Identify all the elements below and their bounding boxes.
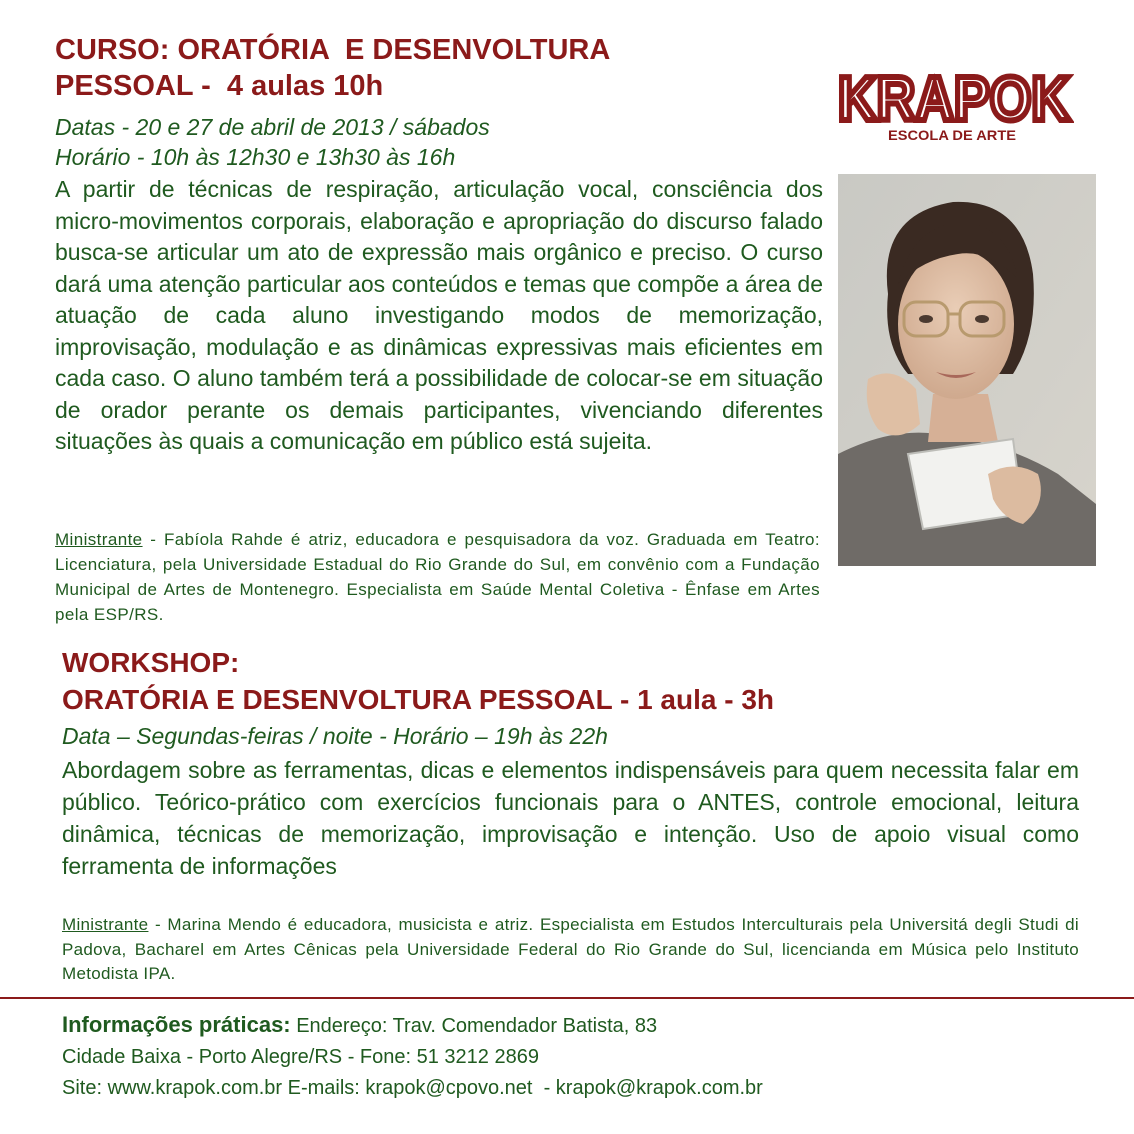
workshop-title-line1: WORKSHOP: <box>62 647 240 678</box>
info-label: Informações práticas: <box>62 1012 291 1037</box>
info-line-1 <box>62 1009 1112 1042</box>
instructor-photo <box>838 174 1096 566</box>
workshop-title-line2: ORATÓRIA E DESENVOLTURA PESSOAL - 1 aula - 3h <box>62 684 775 715</box>
course-title-line2: PESSOAL - 4 aulas 10h <box>55 70 384 102</box>
info-line-3: Site: www.krapok.com.br E-mails: krapok@cpovo.net - krapok@krapok.com.br <box>62 1077 763 1099</box>
logo-tagline: ESCOLA DE ARTE <box>888 127 1016 142</box>
practical-info <box>62 1009 1112 1104</box>
logo-wordmark: KRAPOK <box>838 66 1071 134</box>
course-instructor-label: Ministrante <box>55 530 143 549</box>
krapok-logo <box>838 66 1074 142</box>
workshop-schedule: Data – Segundas-feiras / noite - Horário – 19h às 22h <box>62 723 608 749</box>
course-title <box>55 32 815 104</box>
course-instructor-text: - Fabíola Rahde é atriz, educadora e pesquisadora da voz. Graduada em Teatro: Licenciatura, pela Universidade Estadual do Rio Grande do Sul, em convênio com a Fundação Municipal de Artes de Montenegro. Especialista em Saúde Mental Coletiva - Ênfase em Artes pela ESP/RS. <box>55 530 820 624</box>
course-schedule: Horário - 10h às 12h30 e 13h30 às 16h <box>55 144 456 170</box>
workshop-description: Abordagem sobre as ferramentas, dicas e elementos indispensáveis para quem necessita falar em público. Teórico-prático com exercícios funcionais para o ANTES, controle emocional, leitura dinâmica, técnicas de memorização, improvisação e intenção. Uso de apoio visual como ferramenta de informações <box>62 757 1079 879</box>
course-instructor <box>55 527 820 627</box>
info-address: Endereço: Trav. Comendador Batista, 83 <box>290 1015 658 1037</box>
workshop-instructor <box>62 913 1079 987</box>
course-description: A partir de técnicas de respiração, articulação vocal, consciência dos micro-movimentos corporais, elaboração e apropriação do discurso falado busca-se articular um ato de expressão mais orgânico e preciso. O curso dará uma atenção particular aos conteúdos e temas que compõe a área de atuação de cada aluno investigando modos de memorização, improvisação, modulação e as dinâmicas expressivas mais eficientes em cada caso. O aluno também terá a possibilidade de colocar-se em situação de orador perante os demais participantes, vivenciando diferentes situações às quais a comunicação em público está sujeita. <box>55 176 823 454</box>
workshop-instructor-label: Ministrante <box>62 915 149 934</box>
course-title-line1: CURSO: ORATÓRIA E DESENVOLTURA <box>55 34 611 66</box>
course-meta <box>55 112 815 172</box>
course-dates: Datas - 20 e 27 de abril de 2013 / sábados <box>55 114 490 140</box>
workshop-title <box>62 644 1082 718</box>
workshop-instructor-text: - Marina Mendo é educadora, musicista e atriz. Especialista em Estudos Interculturais pela Universitá degli Studi di Padova, Bacharel em Artes Cênicas pela Universidade Federal do Rio Grande do Sul, licencianda em Música pelo Instituto Metodista IPA. <box>62 915 1079 983</box>
info-line-2: Cidade Baixa - Porto Alegre/RS - Fone: 51 3212 2869 <box>62 1046 539 1068</box>
divider <box>0 997 1134 999</box>
